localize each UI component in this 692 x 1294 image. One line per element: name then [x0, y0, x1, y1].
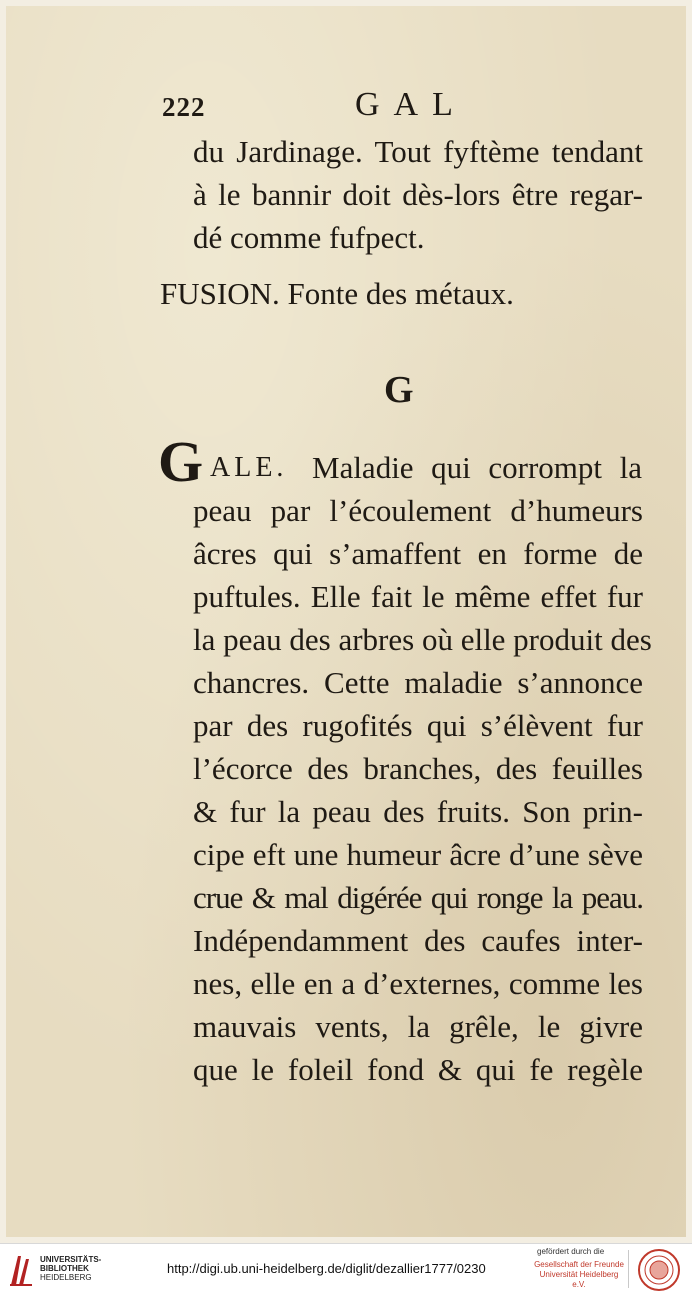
text-line: nes, elle en a d’externes, comme les [193, 966, 643, 1001]
text-line: Maladie qui corrompt la [312, 450, 642, 485]
text-line: l’écorce des branches, des feuilles [193, 751, 643, 786]
text-line: par des rugofités qui s’élèvent fur [193, 708, 643, 743]
running-title: GAL [355, 86, 467, 123]
text-line: & fur la peau des fruits. Son prin- [193, 794, 643, 829]
text-line: crue & mal digérée qui ronge la peau. [193, 880, 643, 915]
text-line: chancres. Cette maladie s’annonce [193, 665, 643, 700]
text-line: la peau des arbres où elle produit des [193, 622, 652, 657]
footer-divider [628, 1250, 629, 1288]
drop-cap: G [158, 429, 204, 494]
entry-headword: ALE. [210, 452, 288, 483]
text-line: du Jardinage. Tout fyftème tendant [193, 134, 643, 169]
text-line: peau par l’écoulement d’humeurs [193, 493, 643, 528]
entry-fusion: FUSION. Fonte des métaux. [160, 276, 514, 311]
university-seal-icon [637, 1248, 681, 1292]
viewer-footer [0, 1243, 692, 1294]
library-logo-icon [8, 1253, 34, 1287]
text-line: dé comme fufpect. [193, 220, 425, 255]
funded-by-label: gefördert durch die [537, 1247, 605, 1256]
text-line: à le bannir doit dès-lors être regar- [193, 177, 643, 212]
section-letter: G [384, 369, 414, 411]
funder-name: Gesellschaft der Freunde Universität Heidelberg e.V. [534, 1260, 624, 1289]
text-line: cipe eft une humeur âcre d’une sève [193, 837, 643, 872]
text-line: mauvais vents, la grêle, le givre [193, 1009, 643, 1044]
text-line: Indépendamment des caufes inter- [193, 923, 643, 958]
source-url-link[interactable]: http://digi.ub.uni-heidelberg.de/diglit/dezallier1777/0230 [167, 1261, 486, 1276]
text-line: que le foleil fond & qui fe regèle [193, 1052, 643, 1087]
text-line: puftules. Elle fait le même effet fur [193, 579, 643, 614]
page-number: 222 [162, 92, 206, 122]
library-name: UNIVERSITÄTS- BIBLIOTHEK HEIDELBERG [40, 1255, 102, 1282]
text-line: âcres qui s’amaffent en forme de [193, 536, 643, 571]
running-head [162, 86, 642, 126]
